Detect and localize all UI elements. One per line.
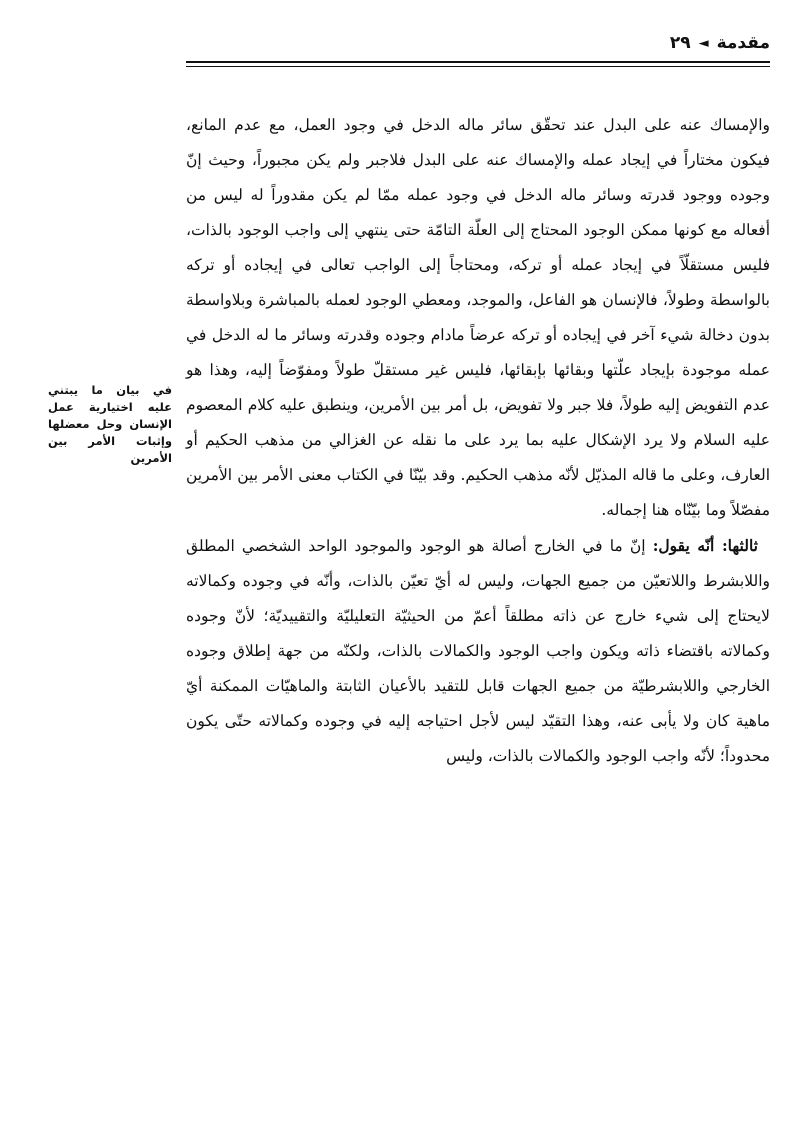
paragraph-2-text: إنّ ما في الخارج أصالة هو الوجود والموجود الواحد الشخصي المطلق واللابشرط واللاتعيّن من جميع الجهات، وليس له أيّ تعيّن بالذات، وأنّه في وجوده وكمالاته لايحتاج إلى شيء خارج عن ذاته مطلقاً أعمّ من الحيثيّة التعليليّة والتقييديّة؛ لأنّ وجوده وكمالاته باقتضاء ذاته ويكون واجب الوجود والكمالات بالذات، ولكنّه من جهة إطلاق وجوده الخارجي واللابشرطيّة من جميع الجهات قابل للتقيد بالأعيان الثابتة والماهيّات الممكنة أيّ ماهية كان ولا يأبى عنه، وهذا التقيّد ليس لأجل احتياجه إليه في وجوده وكمالاته حتّى يكون محدوداً؛ لأنّه واجب الوجود والكمالات بالذات، وليس (186, 537, 770, 765)
header-rule-thick (186, 61, 770, 63)
header-rule-thin (186, 66, 770, 67)
page-number: ٢٩ (669, 33, 691, 53)
paragraph-1: والإمساك عنه على البدل عند تحقّق سائر ماله الدخل في وجود العمل، مع عدم المانع، فيكون مختاراً في إيجاد عمله والإمساك عنه على البدل فلاجبر ولم يكن مجبوراً، وحيث إنّ وجوده ووجود قدرته وسائر ماله الدخل في وجود عمله ممّا لم يكن مقدوراً له ليس من أفعاله مع كونها ممكن الوجود المحتاج إلى العلّة التامّة حتى ينتهي إلى واجب الوجود بالذات، فليس مستقلّاً في إيجاد عمله أو تركه، ومحتاجاً إلى الواجب تعالى في إيجاده أو تركه بالواسطة وطولاً، فالإنسان هو الفاعل، والموجد، ومعطي الوجود لعمله بالمباشرة وبلاواسطة بدون دخالة شيء آخر في إيجاده أو تركه عرضاً مادام وجوده وقدرته وسائر ما له الدخل في عمله موجودة بإيجاد علّتها وبقائها بإبقائها، فليس غير مستقلّ طولاً ومفوّضاً إليه، وهذا هو عدم التفويض إليه طولاً، فلا جبر ولا تفويض، بل أمر بين الأمرين، وينطبق عليه كلام المعصوم عليه السلام ولا يرد الإشكال عليه بما يرد على ما نقله عن الغزالي من مذهب الحكيم أو العارف، وعلى ما قاله المذيّل لأنّه مذهب الحكيم. وقد بيّنّا في الكتاب معنى الأمر بين الأمرين مفصّلاً وما بيّنّاه هنا إجماله. (186, 116, 770, 519)
paragraph-2-lead: ثالثها: أنّه يقول: (652, 536, 758, 555)
header-separator-icon: ◄ (698, 35, 709, 51)
main-text (186, 108, 770, 774)
paragraph-2 (186, 528, 770, 774)
margin-note: في بيان ما يبتني عليه اختيارية عمل الإنسان وحل معضلها وإثبات الأمر بين الأمرين (48, 383, 172, 465)
section-title: مقدمة (716, 33, 770, 53)
running-header (186, 30, 770, 56)
